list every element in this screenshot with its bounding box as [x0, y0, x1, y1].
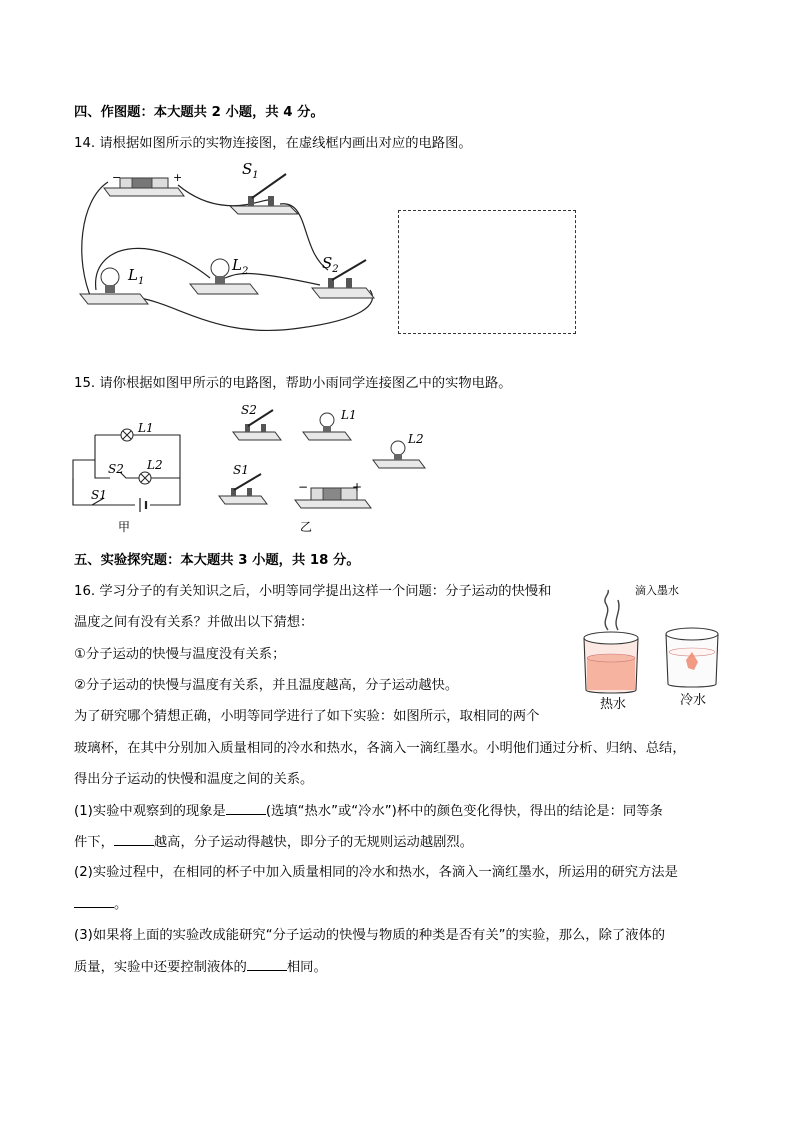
q16-beakers-figure	[578, 590, 728, 700]
drip-ink-label: 滴入墨水	[635, 584, 679, 597]
section-4-title: 四、作图题：本大题共 2 小题，共 4 分。	[74, 105, 324, 120]
s1-label: $S_1$	[242, 160, 259, 181]
hot-water-beaker	[584, 632, 638, 693]
answer-blank-1[interactable]	[226, 802, 266, 815]
yi-caption: 乙	[300, 520, 313, 534]
q16-sub2-line-b: 。	[74, 895, 127, 914]
q14-physical-circuit-figure	[70, 160, 380, 330]
jia-s2-label: S2	[108, 462, 124, 476]
q16-sub3-line-b: 质量，实验中还要控制液体的 相同。	[74, 960, 327, 975]
q16-sub1-line-a: (1)实验中观察到的现象是 (选填“热水”或“冷水”)杯中的颜色变化得快，得出的结论是：同等条	[74, 804, 663, 819]
question-15-text: 15. 请你根据如图甲所示的电路图，帮助小雨同学连接图乙中的实物电路。	[74, 376, 512, 391]
steam-icon	[605, 590, 608, 630]
jia-s1-label: S1	[91, 488, 107, 502]
yi-l1-label: L1	[341, 408, 357, 422]
q16-line-5: 为了研究哪个猜想正确，小明等同学进行了如下实验：如图所示，取相同的两个	[74, 709, 540, 724]
q16-line-2: 温度之间有没有关系？并做出以下猜想：	[74, 615, 314, 630]
s2-label: $S_2$	[322, 254, 339, 275]
switch-s1	[230, 174, 298, 214]
answer-blank-2[interactable]	[114, 833, 154, 846]
q15-schematic-jia	[70, 420, 190, 520]
q16-guess-1: ①分子运动的快慢与温度没有关系；	[74, 647, 286, 662]
jia-l1-label: L1	[138, 421, 154, 435]
battery-plus-label: +	[173, 171, 183, 184]
q16-guess-2: ②分子运动的快慢与温度有关系，并且温度越高，分子运动越快。	[74, 678, 459, 693]
q16-line-7: 得出分子运动的快慢和温度之间的关系。	[74, 772, 314, 787]
answer-dashed-box[interactable]	[398, 210, 576, 334]
q16-sub2-line-a: (2)实验过程中，在相同的杯子中加入质量相同的冷水和热水，各滴入一滴红墨水，所运用的研究方法是	[74, 865, 678, 880]
cold-water-beaker	[666, 628, 718, 687]
l2-label: $L_2$	[232, 256, 249, 277]
hot-water-label: 热水	[600, 697, 627, 712]
jia-caption: 甲	[118, 520, 131, 534]
yi-l2-label: L2	[408, 432, 424, 446]
q16-sub3-line-a: (3)如果将上面的实验改成能研究“分子运动的快慢与物质的种类是否有关”的实验，那么，除了液体的	[74, 928, 666, 943]
cold-water-label: 冷水	[680, 693, 707, 708]
q16-line-1: 16. 学习分子的有关知识之后，小明等同学提出这样一个问题：分子运动的快慢和	[74, 584, 552, 599]
yi-minus-label: −	[298, 480, 309, 494]
yi-s1-label: S1	[233, 463, 249, 477]
l1-label: $L_1$	[128, 266, 145, 287]
answer-blank-4[interactable]	[247, 958, 287, 971]
answer-blank-3[interactable]	[74, 895, 114, 908]
yi-s2-label: S2	[241, 403, 257, 417]
yi-plus-label: +	[352, 480, 363, 494]
question-14-text: 14. 请根据如图所示的实物连接图，在虚线框内画出对应的电路图。	[74, 136, 472, 151]
section-5-title: 五、实验探究题：本大题共 3 小题，共 18 分。	[74, 553, 360, 568]
yi-switch-s1	[219, 474, 267, 504]
q16-line-6: 玻璃杯，在其中分别加入质量相同的冷水和热水，各滴入一滴红墨水。小明他们通过分析、归纳、总结，	[74, 741, 686, 756]
jia-l2-label: L2	[147, 458, 163, 472]
q16-sub1-line-b: 件下， 越高，分子运动得越快，即分子的无规则运动越剧烈。	[74, 835, 474, 850]
battery-minus-label: −	[112, 171, 122, 184]
q15-physical-yi	[215, 400, 435, 520]
